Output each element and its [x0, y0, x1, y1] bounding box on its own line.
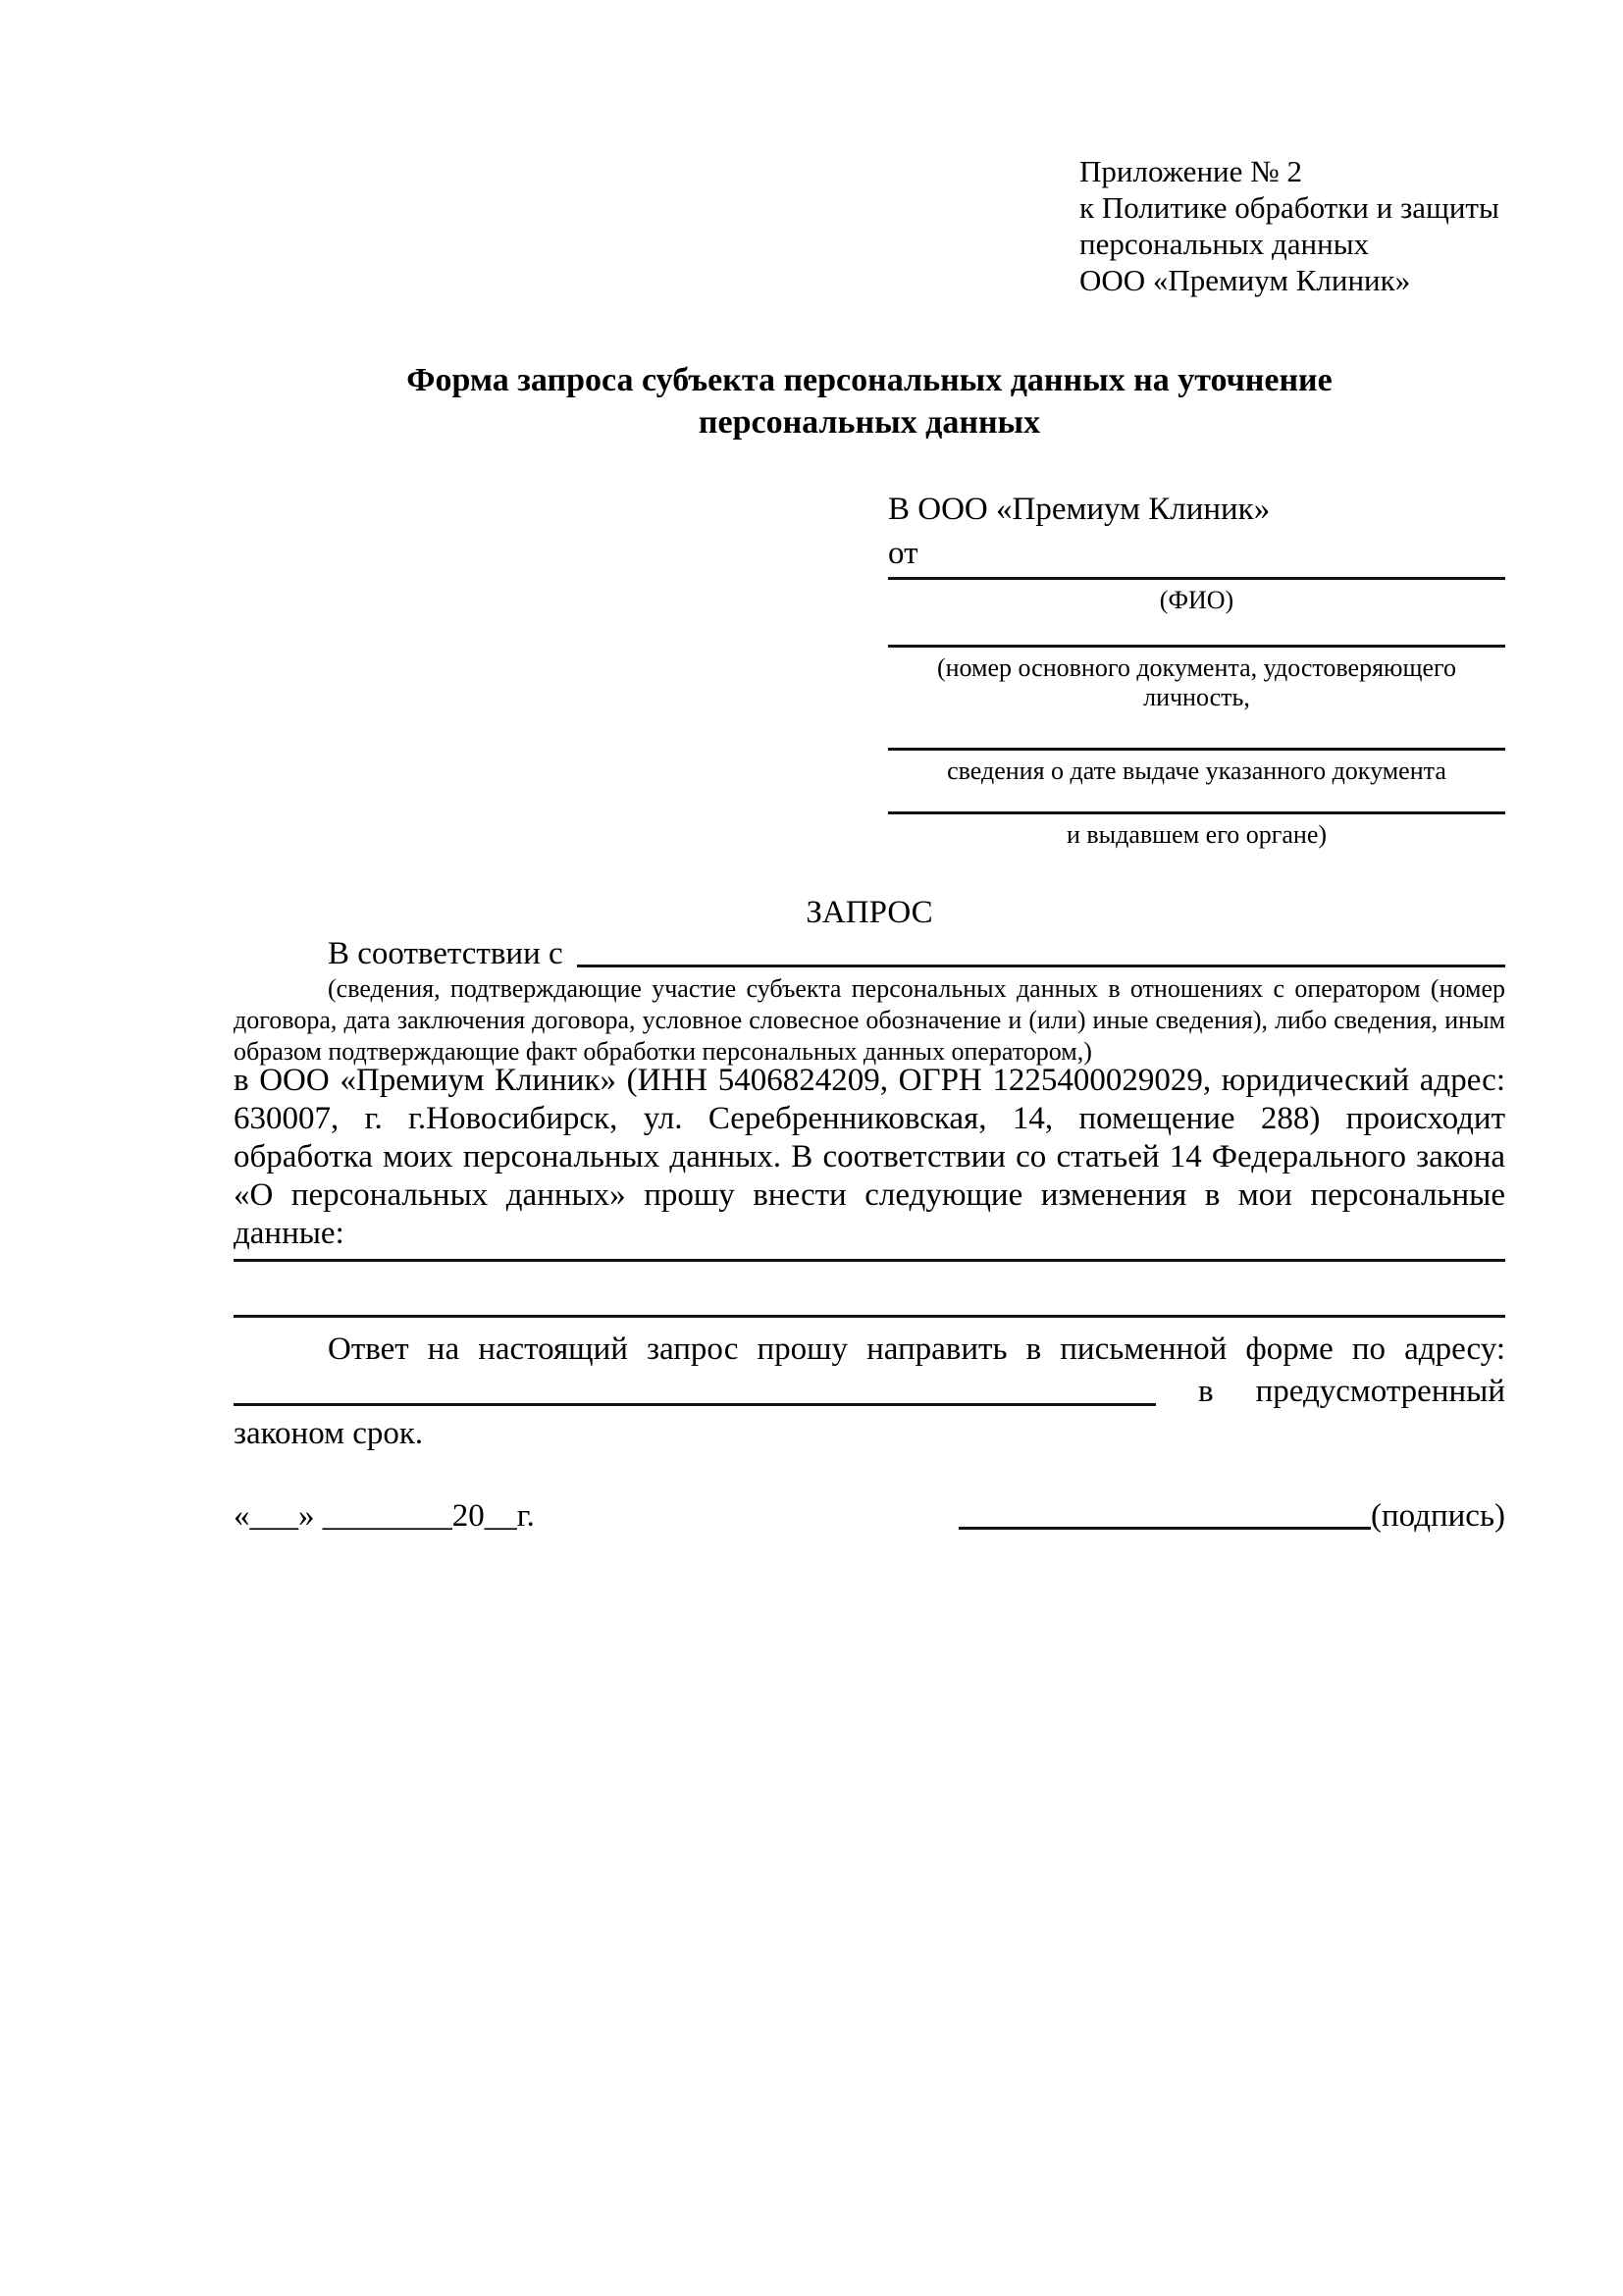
answer-address-row: [234, 1369, 1505, 1414]
appendix-note-line: к Политике обработки и защиты: [1079, 190, 1499, 225]
appendix-note-line: Приложение № 2: [1079, 154, 1302, 188]
according-prefix: В соответствии с: [328, 936, 563, 971]
issuing-authority-caption: и выдавшем его органе): [1066, 820, 1328, 849]
request-heading: ЗАПРОС: [806, 895, 933, 930]
appendix-note-line: персональных данных: [1079, 227, 1370, 261]
signature-caption: (подпись): [1371, 1498, 1505, 1534]
issue-date-caption: сведения о дате выдаче указанного документа: [947, 757, 1446, 785]
answer-word-predusmotrenny: предусмотренный: [1255, 1374, 1505, 1409]
addressee-block: [888, 487, 1505, 850]
addressee-from: от: [888, 536, 918, 571]
addressee-to: В ООО «Премиум Клиник»: [888, 492, 1271, 527]
issuing-authority-blank-line: [888, 809, 1505, 814]
fio-blank-line: [888, 575, 1505, 580]
document-title: [234, 359, 1505, 444]
document-title-line1: Форма запроса субъекта персональных данных на уточнение: [406, 362, 1333, 398]
according-blank-line: [577, 965, 1505, 967]
answer-paragraph: Ответ на настоящий запрос прошу направить в письменной форме по адресу:: [328, 1331, 1505, 1367]
main-paragraph: в ООО «Премиум Клиник» (ИНН 5406824209, ОГРН 1225400029029, юридический адрес: 630007, г. г.Новосибирск, ул. Серебренниковская, 14, помещение 288) происходит обработка моих персональных данных. В соответствии со статьей 14 Федерального закона «О персональных данных» прошу внести следующие изменения в мои персональные данные:: [234, 1063, 1505, 1251]
according-row: [234, 934, 1505, 973]
signature-area: [959, 1494, 1505, 1538]
appendix-note: [1079, 153, 1507, 298]
issue-date-blank-line: [888, 746, 1505, 751]
answer-word-v: в: [1198, 1374, 1214, 1409]
date-blank-line: «___» ________20__г.: [234, 1498, 535, 1534]
document-number-blank-line: [888, 643, 1505, 648]
date-signature-row: [234, 1494, 1505, 1538]
appendix-note-line: ООО «Премиум Клиник»: [1079, 263, 1411, 297]
fio-caption: (ФИО): [1159, 586, 1234, 614]
answer-tail: законом срок.: [234, 1416, 424, 1451]
address-blank-line: [234, 1403, 1156, 1406]
changes-blank-line-1: [234, 1259, 1505, 1262]
changes-blank-line-2: [234, 1315, 1505, 1318]
document-title-line2: персональных данных: [698, 404, 1041, 441]
signature-blank-line: [959, 1527, 1371, 1530]
document-number-caption: (номер основного документа, удостоверяющего личность,: [936, 653, 1457, 711]
explanatory-note: (сведения, подтверждающие участие субъекта персональных данных в отношениях с оператором (номер договора, дата заключения договора, условное словесное обозначение и (или) иные сведения), либо сведения, иным образом подтверждающие факт обработки персональных данных оператором,): [234, 974, 1505, 1066]
